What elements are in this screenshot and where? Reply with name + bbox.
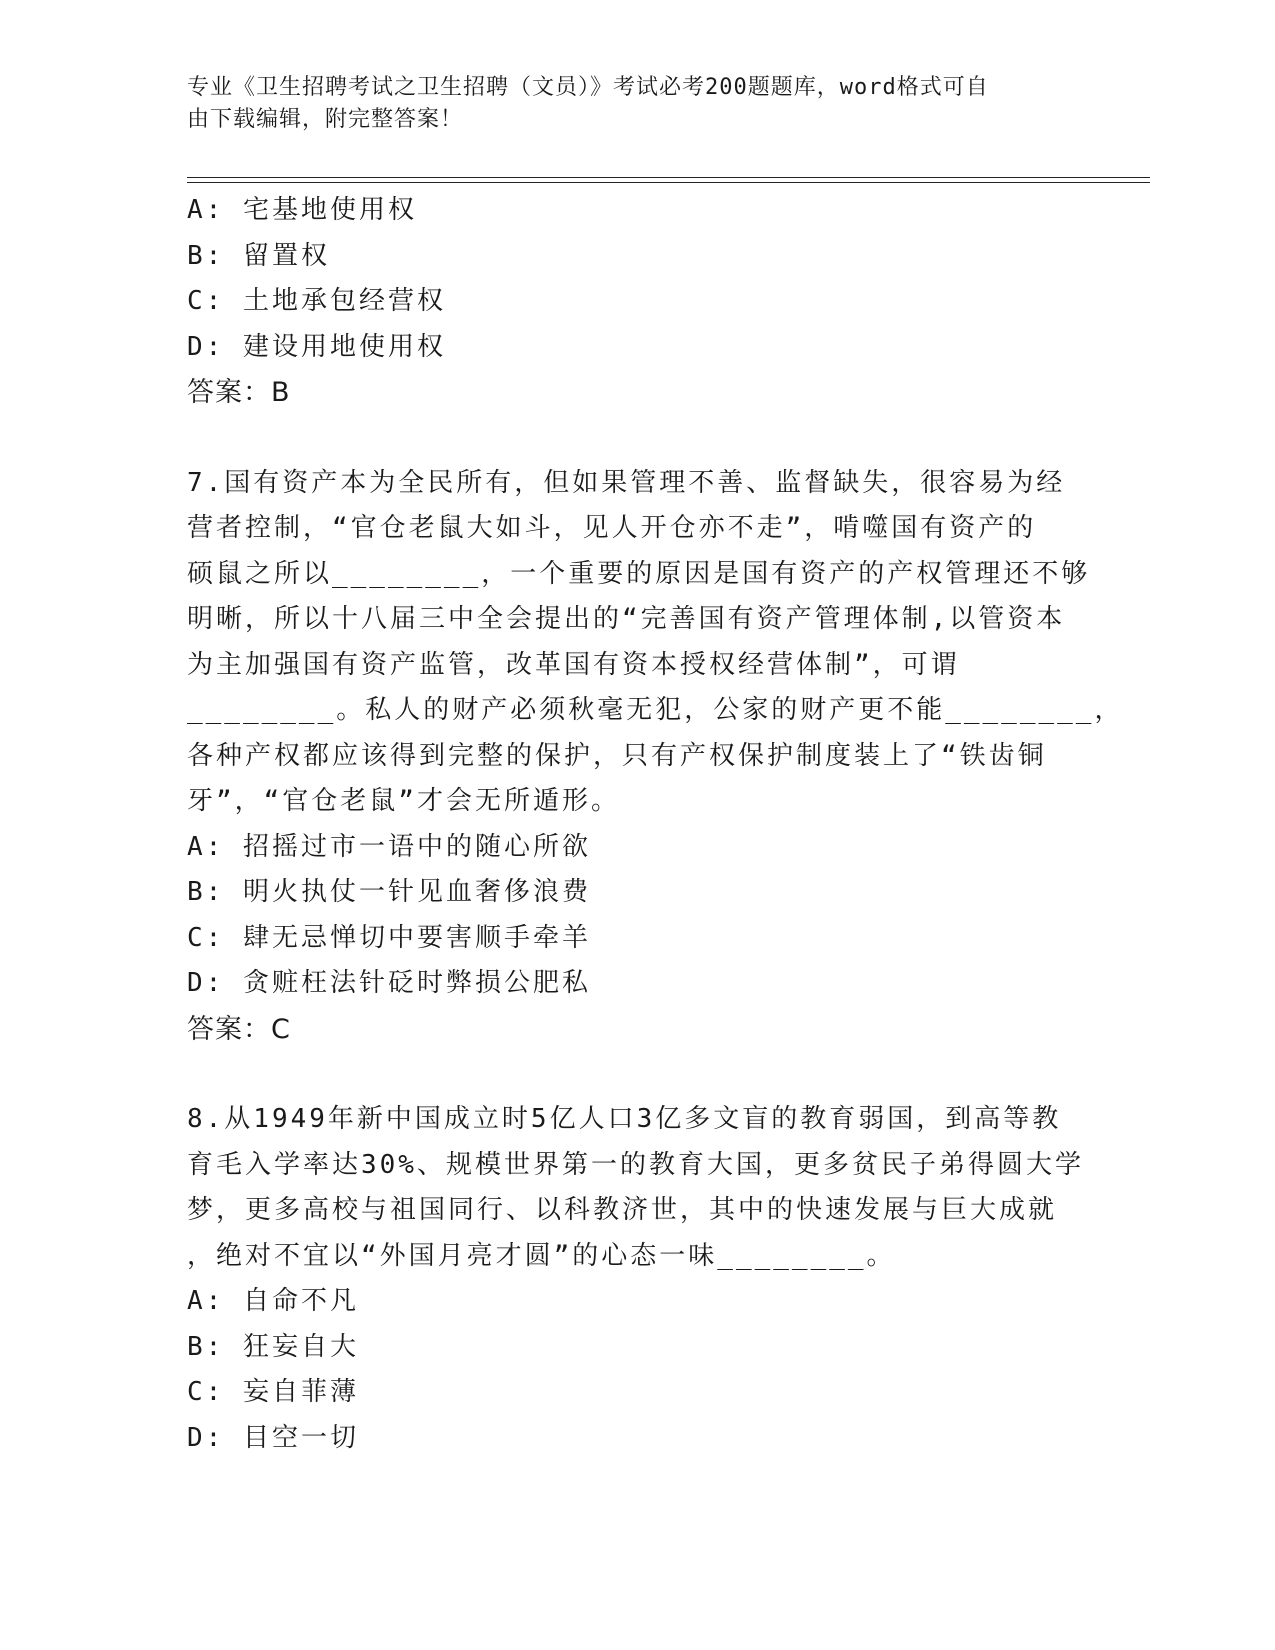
question-7-line: ________。私人的财产必须秋毫无犯，公家的财产更不能________， [187,695,1124,725]
question-7-answer: 答案：C [187,1013,291,1045]
question-6-option-d: D: 建设用地使用权 [187,331,446,362]
header-rule-top [187,177,1150,178]
header-rule-bottom [187,182,1150,183]
question-8-line: 8.从1949年新中国成立时5亿人口3亿多文盲的教育弱国，到高等教 [187,1104,1062,1134]
question-7-line: 营者控制，“官仓老鼠大如斗，见人开仓亦不走”，啃噬国有资产的 [187,513,1037,543]
question-8-option-a: A: 自命不凡 [187,1286,359,1316]
question-7-option-c: C: 肆无忌惮切中要害顺手牵羊 [187,922,591,953]
header-line-2: 由下载编辑，附完整答案！ [187,107,464,132]
question-7-line: 7.国有资产本为全民所有，但如果管理不善、监督缺失，很容易为经 [187,467,1066,498]
question-7-option-d: D: 贪赃枉法针砭时弊损公肥私 [187,968,591,998]
document-header [187,72,1067,136]
question-8-line: 梦，更多高校与祖国同行、以科教济世，其中的快速发展与巨大成就 [187,1195,1058,1225]
question-6-options [187,188,1087,370]
question-content [187,188,1124,1461]
question-7-option-a: A: 招摇过市一语中的随心所欲 [187,831,591,862]
question-8-option-b: B: 狂妄自大 [187,1331,359,1362]
question-6-answer: 答案：B [187,377,291,408]
question-7-option-b: B: 明火执仗一针见血奢侈浪费 [187,877,591,907]
question-6-option-a: A: 宅基地使用权 [187,195,417,225]
header-line-1: 专业《卫生招聘考试之卫生招聘（文员）》考试必考200题题库，word格式可自 [187,75,989,100]
question-7-line: 牙”，“官仓老鼠”才会无所遁形。 [187,786,620,816]
question-8-stem [187,1097,1087,1279]
question-7-line: 明晰，所以十八届三中全会提出的“完善国有资产管理体制,以管资本 [187,604,1066,634]
question-8-line: 育毛入学率达30%、规模世界第一的教育大国，更多贫民子弟得圆大学 [187,1149,1084,1180]
question-6-option-b: B: 留置权 [187,240,330,271]
question-8-options [187,1279,1087,1461]
spacer [187,1052,1087,1097]
question-7-stem [187,461,1124,825]
question-8-option-d: D: 目空一切 [187,1422,359,1453]
question-7-line: 硕鼠之所以________，一个重要的原因是国有资产的产权管理还不够 [187,558,1091,589]
question-6-option-c: C: 土地承包经营权 [187,286,446,316]
question-8-option-c: C: 妄自菲薄 [187,1377,359,1407]
question-8-line: ，绝对不宜以“外国月亮才圆”的心态一味________。 [187,1240,896,1271]
question-7-line: 为主加强国有资产监管，改革国有资本授权经营体制”，可谓 [187,649,960,680]
question-7-line: 各种产权都应该得到完整的保护，只有产权保护制度装上了“铁齿铜 [187,740,1047,771]
question-7-options [187,825,1087,1007]
spacer [187,416,1087,461]
